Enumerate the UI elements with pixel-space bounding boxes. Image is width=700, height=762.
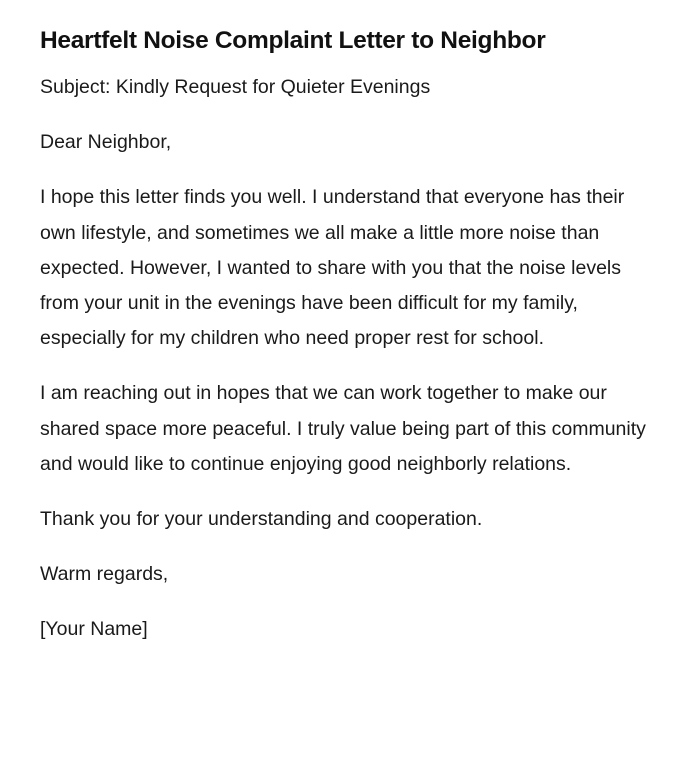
letter-closing: Warm regards, [40,563,169,586]
letter-signature: [Your Name] [40,618,148,641]
letter-title: Heartfelt Noise Complaint Letter to Neighbor [40,27,546,54]
letter-subject: Subject: Kindly Request for Quieter Evenings [40,76,431,98]
letter-paragraph-1: I hope this letter finds you well. I understand that everyone has their own lifestyle, and sometimes we all make a little more noise than expected. However, I wanted to share with you that the noise levels from your unit in the evenings have been difficult for my family, especially for my children who need proper rest for school. [40,186,625,350]
letter-paragraph-2: I am reaching out in hopes that we can work together to make our shared space more peaceful. I truly value being part of this community and would like to continue enjoying good neighborly relations. [40,382,646,475]
letter-greeting: Dear Neighbor, [40,131,172,154]
letter [40,24,650,648]
letter-paragraph-3: Thank you for your understanding and cooperation. [40,508,483,531]
